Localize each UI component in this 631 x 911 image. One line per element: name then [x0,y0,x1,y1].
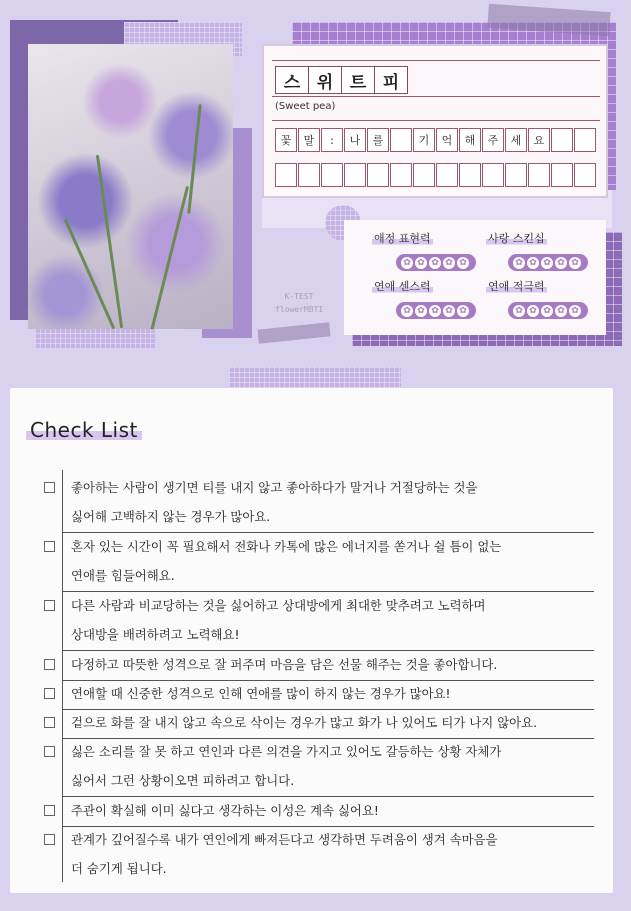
flower-dot-icon: ✿ [569,305,581,317]
meaning-cell [574,128,596,152]
flower-dot-icon: ✿ [569,257,581,269]
stat-label-affection: 애정 표현력 [374,232,431,245]
empty-cell [367,163,389,187]
empty-cell [528,163,550,187]
love-stats-card [344,220,606,335]
checkbox[interactable] [44,746,55,757]
meaning-cell: 말 [298,128,320,152]
checklist-item-text: 관계가 깊어질수록 내가 연인에게 빠져든다고 생각하면 두려움이 생겨 속마음을 [71,832,498,847]
meaning-cell: 꽃 [275,128,297,152]
empty-grid-row [275,163,597,187]
flower-dot-icon: ✿ [429,257,441,269]
flower-name [275,66,407,94]
flower-dot-icon: ✿ [527,305,539,317]
checklist-item-text: 주관이 확실해 이미 싫다고 생각하는 이성은 계속 싫어요! [71,803,379,818]
flower-dot-icon: ✿ [541,305,553,317]
meaning-cell: 주 [482,128,504,152]
empty-cell [482,163,504,187]
flower-dot-icon: ✿ [555,257,567,269]
checkbox[interactable] [44,482,55,493]
empty-cell [459,163,481,187]
meaning-cell: 를 [367,128,389,152]
checklist-card [10,388,613,893]
empty-cell [574,163,596,187]
stat-label-initiative: 연애 적극력 [488,280,545,293]
empty-cell [390,163,412,187]
checklist-item-text: 다른 사람과 비교당하는 것을 싫어하고 상대방에게 최대한 맞추려고 노력하며 [71,598,486,613]
ktest-logo [275,290,323,330]
stat-bar-sense [396,302,476,319]
empty-cell [505,163,527,187]
meaning-cell: 해 [459,128,481,152]
empty-cell [275,163,297,187]
flower-dot-icon: ✿ [457,257,469,269]
flower-dot-icon: ✿ [513,305,525,317]
flower-dot-icon: ✿ [541,257,553,269]
flower-dot-icon: ✿ [457,305,469,317]
flower-dot-icon: ✿ [429,305,441,317]
meaning-cell: 요 [528,128,550,152]
checklist-item-text: 연애할 때 신중한 성격으로 인해 연애를 많이 하지 않는 경우가 많아요! [71,686,451,701]
empty-cell [413,163,435,187]
empty-cell [321,163,343,187]
meaning-cell [390,128,412,152]
empty-cell [344,163,366,187]
meaning-cell: 기 [413,128,435,152]
flower-dot-icon: ✿ [443,305,455,317]
stat-bar-skinship [508,254,588,271]
checklist-item-text-cont: 상대방을 배려하려고 노력해요! [71,627,240,642]
checklist-item-text: 겉으로 화를 잘 내지 않고 속으로 삭이는 경우가 많고 화가 나 있어도 티가 나지 않아요. [71,715,538,730]
logo-line-1: K-TEST [284,292,314,301]
stat-bar-initiative [508,302,588,319]
checkbox[interactable] [44,805,55,816]
checklist-item-text: 혼자 있는 시간이 꼭 필요해서 전화나 카톡에 많은 에너지를 쏟거나 쉴 틈이 없는 [71,539,502,554]
checkbox[interactable] [44,659,55,670]
meaning-cell [551,128,573,152]
stat-bar-affection [396,254,476,271]
sweet-pea-photo [28,44,233,329]
title-rule-top [272,60,600,61]
flower-name-english: (Sweet pea) [275,101,336,112]
meaning-cell: 나 [344,128,366,152]
flower-dot-icon: ✿ [401,257,413,269]
flower-meaning [275,128,597,152]
empty-cell [436,163,458,187]
empty-cell [298,163,320,187]
flower-dot-icon: ✿ [415,305,427,317]
stat-label-sense: 연애 센스력 [374,280,431,293]
flower-dot-icon: ✿ [443,257,455,269]
flower-name-char: 피 [374,66,408,94]
title-rule-bottom [272,96,600,97]
flower-name-char: 위 [308,66,342,94]
meaning-cell: 억 [436,128,458,152]
checklist-item-text-cont: 싫어해 고백하지 않는 경우가 많아요. [71,509,271,524]
checkbox[interactable] [44,688,55,699]
empty-cell [551,163,573,187]
checklist-item-text: 좋아하는 사람이 생기면 티를 내지 않고 좋아하다가 말거나 거절당하는 것을 [71,480,478,495]
flower-dot-icon: ✿ [527,257,539,269]
stat-label-skinship: 사랑 스킨십 [488,232,545,245]
meaning-cell: : [321,128,343,152]
flower-dot-icon: ✿ [401,305,413,317]
flower-name-char: 트 [341,66,375,94]
checkbox[interactable] [44,600,55,611]
checkbox[interactable] [44,541,55,552]
checklist-item-text-cont: 싫어서 그런 상황이오면 피하려고 합니다. [71,773,295,788]
checklist-title: Check List [26,418,142,442]
checklist-item-text: 싫은 소리를 잘 못 하고 연인과 다른 의견을 가지고 있어도 갈등하는 상황 자체가 [71,744,502,759]
checklist-item-text: 다정하고 따뜻한 성격으로 잘 퍼주며 마음을 담은 선물 해주는 것을 좋아합니다. [71,657,498,672]
flower-dot-icon: ✿ [513,257,525,269]
checklist-item-text-cont: 연애를 힘들어해요. [71,568,175,583]
meaning-cell: 세 [505,128,527,152]
flower-name-char: 스 [275,66,309,94]
checkbox[interactable] [44,717,55,728]
flower-dot-icon: ✿ [555,305,567,317]
checklist-item-text-cont: 더 숨기게 됩니다. [71,861,167,876]
meaning-rule [272,120,600,121]
flower-name-card [262,44,608,198]
logo-line-2: flowerMBTI [275,305,324,314]
checkbox[interactable] [44,834,55,845]
flower-dot-icon: ✿ [415,257,427,269]
